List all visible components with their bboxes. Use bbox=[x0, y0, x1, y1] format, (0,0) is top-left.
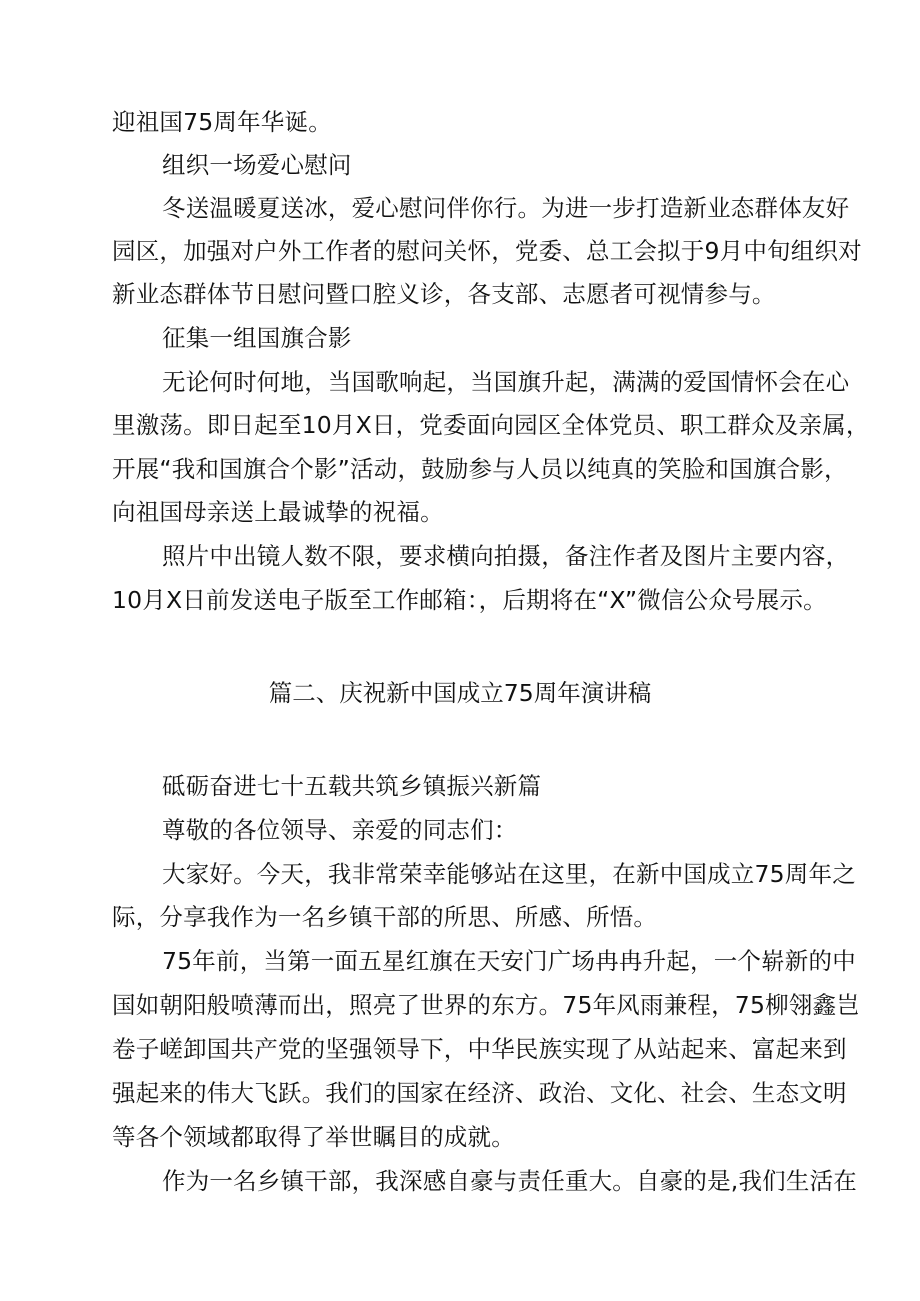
paragraph-line: 作为一名乡镇干部，我深感自豪与责任重大。自豪的是,我们生活在 bbox=[162, 1167, 857, 1195]
paragraph-line: 冬送温暖夏送冰，爱心慰问伴你行。为进一步打造新业态群体友好 bbox=[162, 194, 850, 222]
paragraph-line: 75年前，当第一面五星红旗在天安门广场冉冉升起，一个崭新的中 bbox=[162, 947, 856, 975]
paragraph-line: 际，分享我作为一名乡镇干部的所思、所感、所悟。 bbox=[112, 903, 658, 931]
paragraph-line: 新业态群体节日慰问暨口腔义诊，各支部、志愿者可视情参与。 bbox=[112, 280, 776, 308]
paragraph-line: 10月X日前发送电子版至工作邮箱：，后期将在“X”微信公众号展示。 bbox=[112, 586, 827, 614]
salutation: 尊敬的各位领导、亲爱的同志们： bbox=[162, 816, 518, 844]
sub-heading-condolence: 组织一场爱心慰问 bbox=[162, 151, 352, 179]
paragraph-line: 等各个领域都取得了举世瞩目的成就。 bbox=[112, 1123, 515, 1151]
paragraph-line: 开展“我和国旗合个影”活动，鼓励参与人员以纯真的笑脸和国旗合影， bbox=[112, 455, 848, 483]
paragraph-line: 照片中出镜人数不限，要求横向拍摄，备注作者及图片主要内容， bbox=[162, 542, 850, 570]
paragraph-line: 迎祖国75周年华诞。 bbox=[112, 108, 332, 136]
paragraph-line: 卷子嵯卸国共产党的坚强领导下，中华民族实现了从站起来、富起来到 bbox=[112, 1035, 847, 1063]
paragraph-line: 无论何时何地，当国歌响起，当国旗升起，满满的爱国情怀会在心 bbox=[162, 368, 850, 396]
sub-heading-flag-photo: 征集一组国旗合影 bbox=[162, 324, 352, 352]
paragraph-line: 园区，加强对户外工作者的慰问关怀，党委、总工会拟于9月中旬组织对 bbox=[112, 237, 862, 265]
paragraph-line: 国如朝阳般喷薄而出，照亮了世界的东方。75年风雨兼程，75柳翎鑫岂 bbox=[112, 991, 860, 1019]
section-title: 篇二、庆祝新中国成立75周年演讲稿 bbox=[268, 679, 652, 707]
paragraph-line: 里激荡。即日起至10月X日，党委面向园区全体党员、职工群众及亲属， bbox=[112, 411, 870, 439]
paragraph-line: 强起来的伟大飞跃。我们的国家在经济、政治、文化、社会、生态文明 bbox=[112, 1079, 847, 1107]
paragraph-line: 大家好。今天，我非常荣幸能够站在这里，在新中国成立75周年之 bbox=[162, 860, 856, 888]
paragraph-line: 向祖国母亲送上最诚挚的祝福。 bbox=[112, 498, 444, 526]
speech-title: 砥砺奋进七十五载共筑乡镇振兴新篇 bbox=[162, 772, 542, 800]
